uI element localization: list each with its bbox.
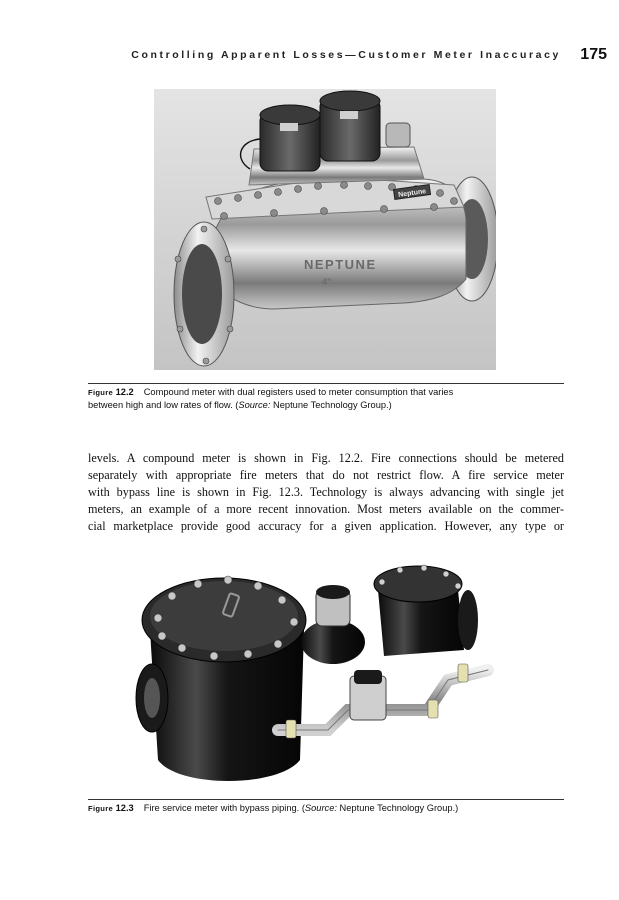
body-line: cial marketplace provide good accuracy for a given application. However, any type or <box>88 519 564 533</box>
running-head <box>0 46 619 68</box>
body-line: with bypass line is shown in Fig. 12.3. Technology is always advancing with single jet <box>88 485 564 499</box>
figure-12-2-caption: Figure 12.2 Compound meter with dual registers used to meter consumption that varies between high and low rates of flow. (Source: Neptune Technology Group.) <box>88 387 454 410</box>
compound-meter-photo <box>154 89 496 370</box>
brand-plate-text: Neptune <box>397 188 427 199</box>
body-paragraph <box>88 450 564 535</box>
size-mark-text: 4" <box>322 277 332 287</box>
figure-12-3-rule <box>88 799 564 800</box>
fire-service-meter-photo <box>128 560 508 792</box>
page-number: 175 <box>580 46 607 63</box>
figure-12-3-label: Figure 12.3 <box>88 803 134 813</box>
body-line: separately with appropriate fire meters that do not restrict flow. A fire service meter <box>88 468 564 482</box>
body-line: meters, an example of a more recent innovation. Most meters available on the commer- <box>88 502 564 516</box>
running-title: Controlling Apparent Losses—Customer Meter Inaccuracy <box>131 49 561 61</box>
figure-12-2-label: Figure 12.2 <box>88 387 134 397</box>
figure-12-3-caption: Figure 12.3 Fire service meter with bypass piping. (Source: Neptune Technology Group.) <box>88 803 459 813</box>
body-line: levels. A compound meter is shown in Fig. 12.2. Fire connections should be metered <box>88 451 564 465</box>
casting-text: NEPTUNE <box>304 257 377 272</box>
figure-12-2-rule <box>88 383 564 384</box>
